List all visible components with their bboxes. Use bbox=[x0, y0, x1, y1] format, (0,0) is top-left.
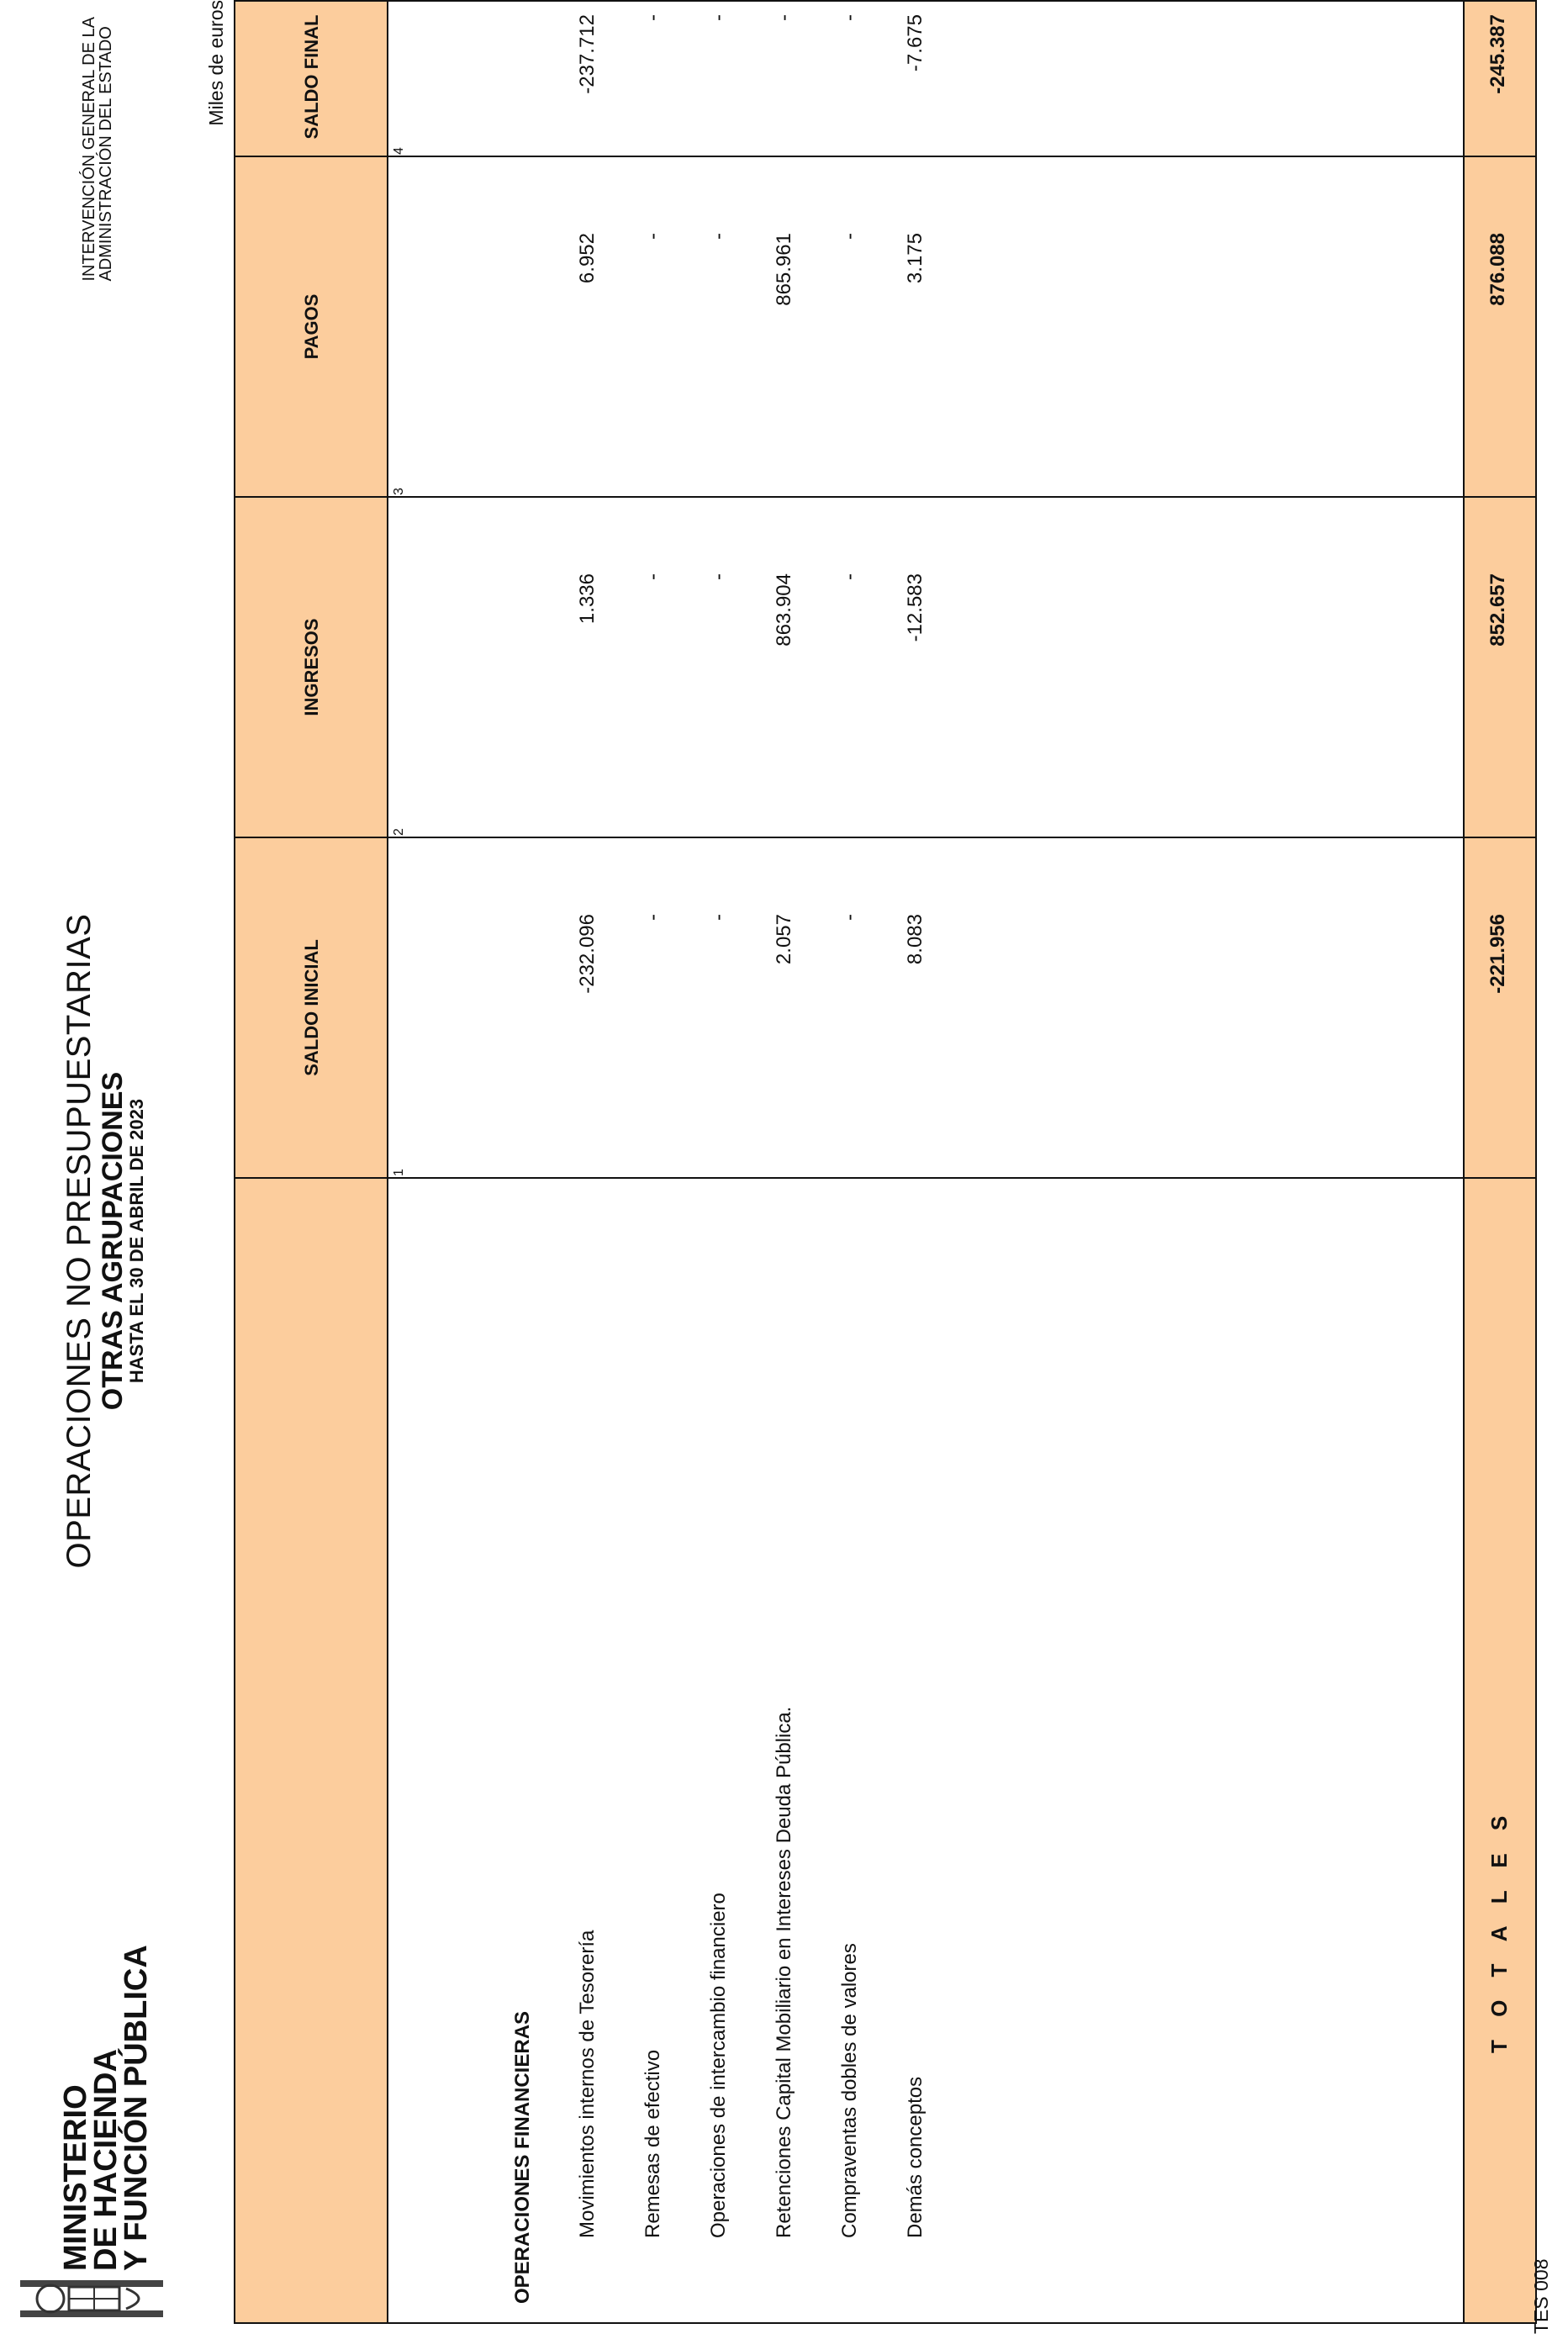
cell-value: 6.952 bbox=[576, 233, 599, 284]
cell-value: - bbox=[707, 14, 730, 21]
cell-value: 2.057 bbox=[773, 914, 795, 965]
cell-value: 8.083 bbox=[904, 914, 927, 965]
column-header-saldo-inicial: SALDO INICIAL bbox=[301, 939, 322, 1076]
row-label: Remesas de efectivo bbox=[641, 2049, 664, 2238]
data-table bbox=[234, 0, 1537, 2324]
row-label: Movimientos internos de Tesorería bbox=[576, 1930, 599, 2238]
cell-value: 865.961 bbox=[773, 233, 795, 306]
cell-value: -12.583 bbox=[904, 573, 927, 642]
cell-value: - bbox=[773, 14, 795, 21]
column-header-ingresos: INGRESOS bbox=[301, 618, 322, 716]
row-label: Compraventas dobles de valores bbox=[838, 1943, 861, 2238]
ministry-line: MINISTERIO bbox=[58, 2084, 93, 2271]
coat-of-arms-icon bbox=[17, 2275, 166, 2322]
cell-value: -7.675 bbox=[904, 14, 927, 72]
totals-label: T O T A L E S bbox=[1486, 1807, 1512, 2053]
report-title-block bbox=[61, 737, 147, 1745]
agency-name bbox=[81, 17, 114, 282]
cell-value: - bbox=[707, 573, 730, 580]
cell-value: 3.175 bbox=[904, 233, 927, 284]
form-code: TES 008 bbox=[1530, 2258, 1552, 2334]
cell-value: - bbox=[838, 14, 861, 21]
cell-value: 863.904 bbox=[773, 573, 795, 647]
cell-value: - bbox=[838, 573, 861, 580]
column-number: 1 bbox=[392, 1169, 406, 1176]
row-label: Demás conceptos bbox=[904, 2076, 927, 2238]
ministry-line: DE HACIENDA bbox=[88, 2049, 124, 2271]
column-divider bbox=[235, 1177, 1535, 1179]
agency-line: INTERVENCIÓN GENERAL DE LA bbox=[80, 17, 98, 282]
agency-line: ADMINISTRACIÓN DEL ESTADO bbox=[97, 26, 115, 282]
row-label: Operaciones de intercambio financiero bbox=[707, 1893, 730, 2238]
total-value: -221.956 bbox=[1486, 914, 1509, 994]
ministry-line: Y FUNCIÓN PÚBLICA bbox=[119, 1945, 154, 2271]
section-label: OPERACIONES FINANCIERAS bbox=[511, 2010, 534, 2304]
cell-value: - bbox=[707, 233, 730, 240]
row-label: Retenciones Capital Mobiliario en Intereses Deuda Pública. bbox=[773, 1706, 795, 2238]
total-value: 852.657 bbox=[1486, 573, 1509, 647]
report-title: OPERACIONES NO PRESUPUESTARIAS bbox=[61, 913, 98, 1569]
report-period: HASTA EL 30 DE ABRIL DE 2023 bbox=[126, 1098, 147, 1384]
column-number: 4 bbox=[392, 147, 406, 155]
cell-value: - bbox=[641, 914, 664, 921]
cell-value: -237.712 bbox=[576, 14, 599, 94]
cell-value: - bbox=[707, 914, 730, 921]
ministry-name bbox=[58, 1945, 154, 2271]
cell-value: - bbox=[641, 14, 664, 21]
column-divider bbox=[235, 496, 1535, 498]
cell-value: - bbox=[838, 233, 861, 240]
column-divider bbox=[235, 837, 1535, 838]
cell-value: 1.336 bbox=[576, 573, 599, 625]
column-header-pagos: PAGOS bbox=[301, 293, 322, 360]
cell-value: - bbox=[641, 233, 664, 240]
report-subtitle: OTRAS AGRUPACIONES bbox=[97, 1071, 129, 1411]
total-value: 876.088 bbox=[1486, 233, 1509, 306]
column-divider bbox=[235, 156, 1535, 157]
total-value: -245.387 bbox=[1486, 14, 1509, 94]
column-header-saldo-final: SALDO FINAL bbox=[301, 14, 322, 140]
cell-value: - bbox=[641, 573, 664, 580]
column-number: 2 bbox=[392, 828, 406, 836]
cell-value: -232.096 bbox=[576, 914, 599, 994]
cell-value: - bbox=[838, 914, 861, 921]
column-number: 3 bbox=[392, 488, 406, 495]
units-label: Miles de euros bbox=[205, 0, 227, 126]
